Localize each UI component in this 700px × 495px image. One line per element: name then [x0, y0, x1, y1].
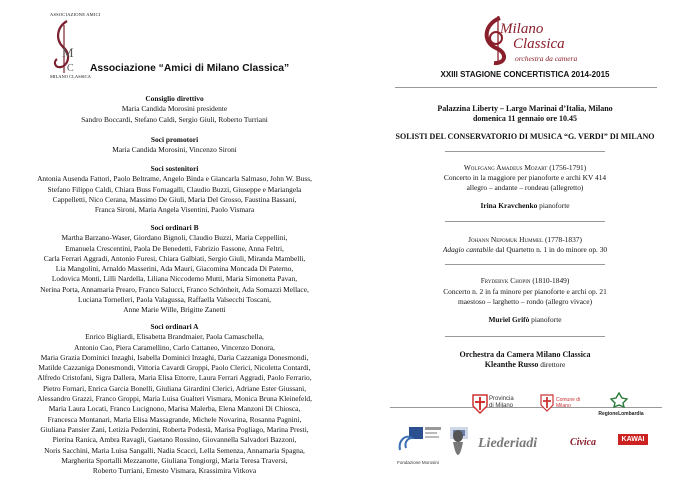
- brand-name-line1: Milano: [500, 21, 544, 37]
- members-b-section: [12, 223, 337, 316]
- regione-label: RegioneLombardia: [598, 411, 644, 417]
- conductor-role: direttore: [540, 360, 566, 369]
- fondazione-label: Fondazione Morosini: [397, 460, 439, 465]
- piece-3-composer: Fryderyk Chopin: [480, 276, 531, 285]
- sponsor-regione: [596, 392, 646, 428]
- section-line: Antonio Cao, Piera Caramellino, Carlo Cattaneo, Vincenzo Donora,: [74, 342, 275, 352]
- section-heading: Soci ordinari B: [150, 223, 199, 232]
- piece-1-performer-line: [350, 201, 700, 210]
- section-heading: Consiglio direttivo: [145, 94, 204, 103]
- section-line: Luciana Tornelleri, Paola Valagussa, Raffaella Valsecchi Toscani,: [77, 295, 272, 305]
- section-line: Giuliana Pansier Zani, Letizia Pederzini, Roberta Podestà, Marisa Pogliago, Marina Presti,: [40, 424, 309, 434]
- treble-clef-logo-icon: [49, 17, 79, 77]
- piece-3-work: Concerto n. 2 in fa minore per pianoforte e archi op. 21: [443, 287, 607, 296]
- piece-2-work-line: [350, 245, 700, 254]
- piece-1-movements: allegro – andante – rondeau (allegretto): [466, 183, 584, 192]
- piece-2-work-rest: dal Quartetto n. 1 in do minore op. 30: [495, 245, 608, 254]
- piece-3-instrument: pianoforte: [531, 315, 562, 324]
- section-line: Martha Barzano-Waser, Giordano Bignoli, Claudio Buzzi, Maria Ceppellini,: [61, 233, 288, 243]
- section-line: Anne Marie Wille, Brigitte Zanetti: [123, 305, 226, 315]
- piece-3-movements: maestoso – larghetto – rondo (allegro vivace): [457, 297, 593, 306]
- members-a-section: [12, 322, 337, 476]
- piece-1-composer-line: [350, 163, 700, 172]
- piece-2-years: (1778-1837): [544, 235, 582, 244]
- section-line: Sandro Boccardi, Stefano Caldi, Sergio Giuli, Roberto Turriani: [81, 114, 268, 124]
- brand-name-line2: Classica: [513, 36, 565, 52]
- piece-1-years: (1756-1791): [549, 163, 587, 172]
- association-logo-bottom: MILANO CLASSICA: [50, 74, 91, 79]
- section-line: Carla Ferrari Aggradi, Antonio Furesi, Chiara Galbiati, Sergio Giuli, Miranda Mambelli,: [43, 253, 306, 263]
- brand-subtitle: orchestra da camera: [515, 54, 578, 63]
- divider-5: [445, 336, 605, 337]
- season-title: XXIII STAGIONE CONCERTISTICA 2014-2015: [440, 70, 610, 79]
- section-line: Emanuela Crescentini, Paola De Benedetti, Fabrizio Fassone, Anna Feltri,: [65, 243, 284, 253]
- comune-label: Comune di Milano: [556, 397, 581, 409]
- piece-2-composer: Johann Nepomuk Hummel: [468, 235, 544, 244]
- section-line: Enrico Bigliardi, Elisabetta Brandmaier, Paola Camaschella,: [85, 332, 264, 342]
- sponsor-comune: [540, 392, 590, 428]
- section-line: Cappelletti, Nico Cerana, Massimo De Giuli, Maria Del Grosso, Faustina Bassani,: [52, 194, 297, 204]
- section-line: Antonia Ausenda Fattori, Paolo Beltrame, Angelo Binda e Giancarla Salmaso, John W. Buss,: [37, 174, 312, 184]
- orchestra-name: Orchestra da Camera Milano Classica: [459, 350, 591, 359]
- section-heading: Soci promotori: [150, 135, 199, 144]
- section-line: Maria Laura Locati, Franco Lucignono, Marisa Malerba, Elena Manzoni Di Chiosca,: [48, 404, 301, 414]
- fondazione-swirl-icon: [396, 432, 416, 454]
- civica-label: Civica: [569, 437, 597, 448]
- section-line: Pietro Fornari, Enrica Garcia Bonelli, Giuliana Girardini Clerici, Adriane Ester Giussani,: [42, 383, 307, 393]
- association-logo-top: ASSOCIAZIONE AMICI: [50, 12, 101, 17]
- piece-3-performer: Muriel Grifò: [488, 315, 530, 324]
- section-line: Lia Mangolini, Arnaldo Masserini, Ada Mauri, Giacomina Moncada Di Paterno,: [55, 264, 294, 274]
- comune-crest-icon: [540, 394, 554, 412]
- piece-3-years: (1810-1849): [532, 276, 570, 285]
- board-section: [12, 94, 337, 125]
- section-line: Maria Candida Morosini, Vincenzo Sironi: [112, 145, 237, 155]
- conductor-name: Kleanthe Russo: [484, 360, 539, 369]
- founders-section: [12, 135, 337, 156]
- section-heading: Soci ordinari A: [150, 322, 199, 331]
- divider-2: [445, 151, 605, 152]
- section-line: Stefano Filippo Caldi, Chiara Buss Fornagalli, Claudio Buzzi, Giuseppe e Mariangela: [47, 184, 302, 194]
- section-line: Alessandro Grazzi, Franco Groppi, Maria Luisa Gualteri Vismara, Monica Bruna Kleinefeld,: [37, 394, 312, 404]
- piece-2-composer-line: [350, 235, 700, 244]
- association-logo: [49, 12, 101, 80]
- sponsor-liederiadi: Liederiadi: [478, 436, 538, 451]
- section-line: Noris Sacchini, Maria Luisa Sangalli, Nadia Scacci, Lella Semenza, Annamaria Spagna,: [44, 445, 305, 455]
- supporters-section: [12, 164, 337, 215]
- divider-4: [445, 264, 605, 265]
- sponsor-figure-logo-icon: [450, 428, 466, 468]
- divider-1: [395, 87, 657, 88]
- section-line: Maria Candida Morosini presidente: [121, 104, 228, 114]
- piece-3-performer-line: [350, 315, 700, 324]
- piece-1-work: Concerto in la maggiore per pianoforte e archi KV 414: [443, 173, 607, 182]
- section-line: Francesca Montanari, Maria Elisa Massagrande, Michele Novarina, Rosanna Pagnini,: [47, 414, 302, 424]
- section-line: Lodovica Monti, Lilli Nardella, Liliana Niccodemo Mutti, Maria Simonetta Pavan,: [51, 274, 298, 284]
- sponsor-provincia: [472, 392, 514, 442]
- sponsor-kawai: [618, 434, 648, 456]
- svg-text:C: C: [67, 63, 74, 74]
- program-title: SOLISTI DEL CONSERVATORIO DI MUSICA “G. VERDI” DI MILANO: [395, 132, 655, 141]
- piece-1-instrument: pianoforte: [539, 201, 570, 210]
- conductor-line: [350, 360, 700, 369]
- piece-2-work-italic: Adagio cantabile: [442, 245, 494, 254]
- svg-text:M: M: [62, 45, 74, 60]
- provincia-label: Provincia di Milano: [489, 396, 514, 409]
- sponsor-fondazione: [388, 430, 448, 472]
- provincia-crest-icon: [472, 394, 488, 414]
- section-line: Franca Sironi, Maria Angela Visentini, Paolo Vismara: [94, 205, 255, 215]
- piece-3-composer-line: [350, 276, 700, 285]
- section-heading: Soci sostenitori: [150, 164, 199, 173]
- venue: Palazzina Liberty – Largo Marinai d’Italia, Milano: [437, 104, 613, 113]
- section-line: Roberto Turriani, Ernesto Vismara, Krassimira Vitkova: [92, 466, 257, 476]
- section-line: Maria Grazia Dominici Inzaghi, Isabella Dominici Inzaghi, Daria Cazzaniga Donesmondi,: [40, 352, 309, 362]
- sponsor-civica: [568, 434, 598, 456]
- section-line: Nerina Porta, Annamaria Prearo, Franco Salucci, Franco Schönheit, Ada Somazzi Mellace,: [40, 284, 309, 294]
- section-line: Pierina Ranica, Ambra Ravagli, Gaetano Rossino, Giovannella Salvadori Bazzoni,: [52, 435, 297, 445]
- right-page: [350, 0, 700, 495]
- piece-1-composer: Wolfgang Amadeus Mozart: [463, 163, 548, 172]
- kawai-label: KAWAI: [618, 434, 648, 445]
- section-line: Margherita Sportalli Mezzanotte, Giuliana Tongiorgi, Maria Teresa Traversi,: [61, 455, 288, 465]
- left-page: [0, 0, 349, 495]
- section-line: Alfredo Cristofani, Sigra Dallera, Maria Elisa Ettorre, Laura Ferrari Aggradi, Paolo Ferrario,: [37, 373, 312, 383]
- regione-rose-icon: [610, 392, 628, 408]
- divider-3: [445, 221, 605, 222]
- section-line: Matilde Cazzaniga Donesmondi, Vittoria Cavardi Groppi, Paolo Clerici, Nicoletta Contardi,: [38, 363, 311, 373]
- concert-date: domenica 11 gennaio ore 10.45: [472, 114, 578, 123]
- association-title: Associazione “Amici di Milano Classica”: [90, 63, 290, 74]
- piece-1-performer: Irina Kravchenko: [480, 201, 538, 210]
